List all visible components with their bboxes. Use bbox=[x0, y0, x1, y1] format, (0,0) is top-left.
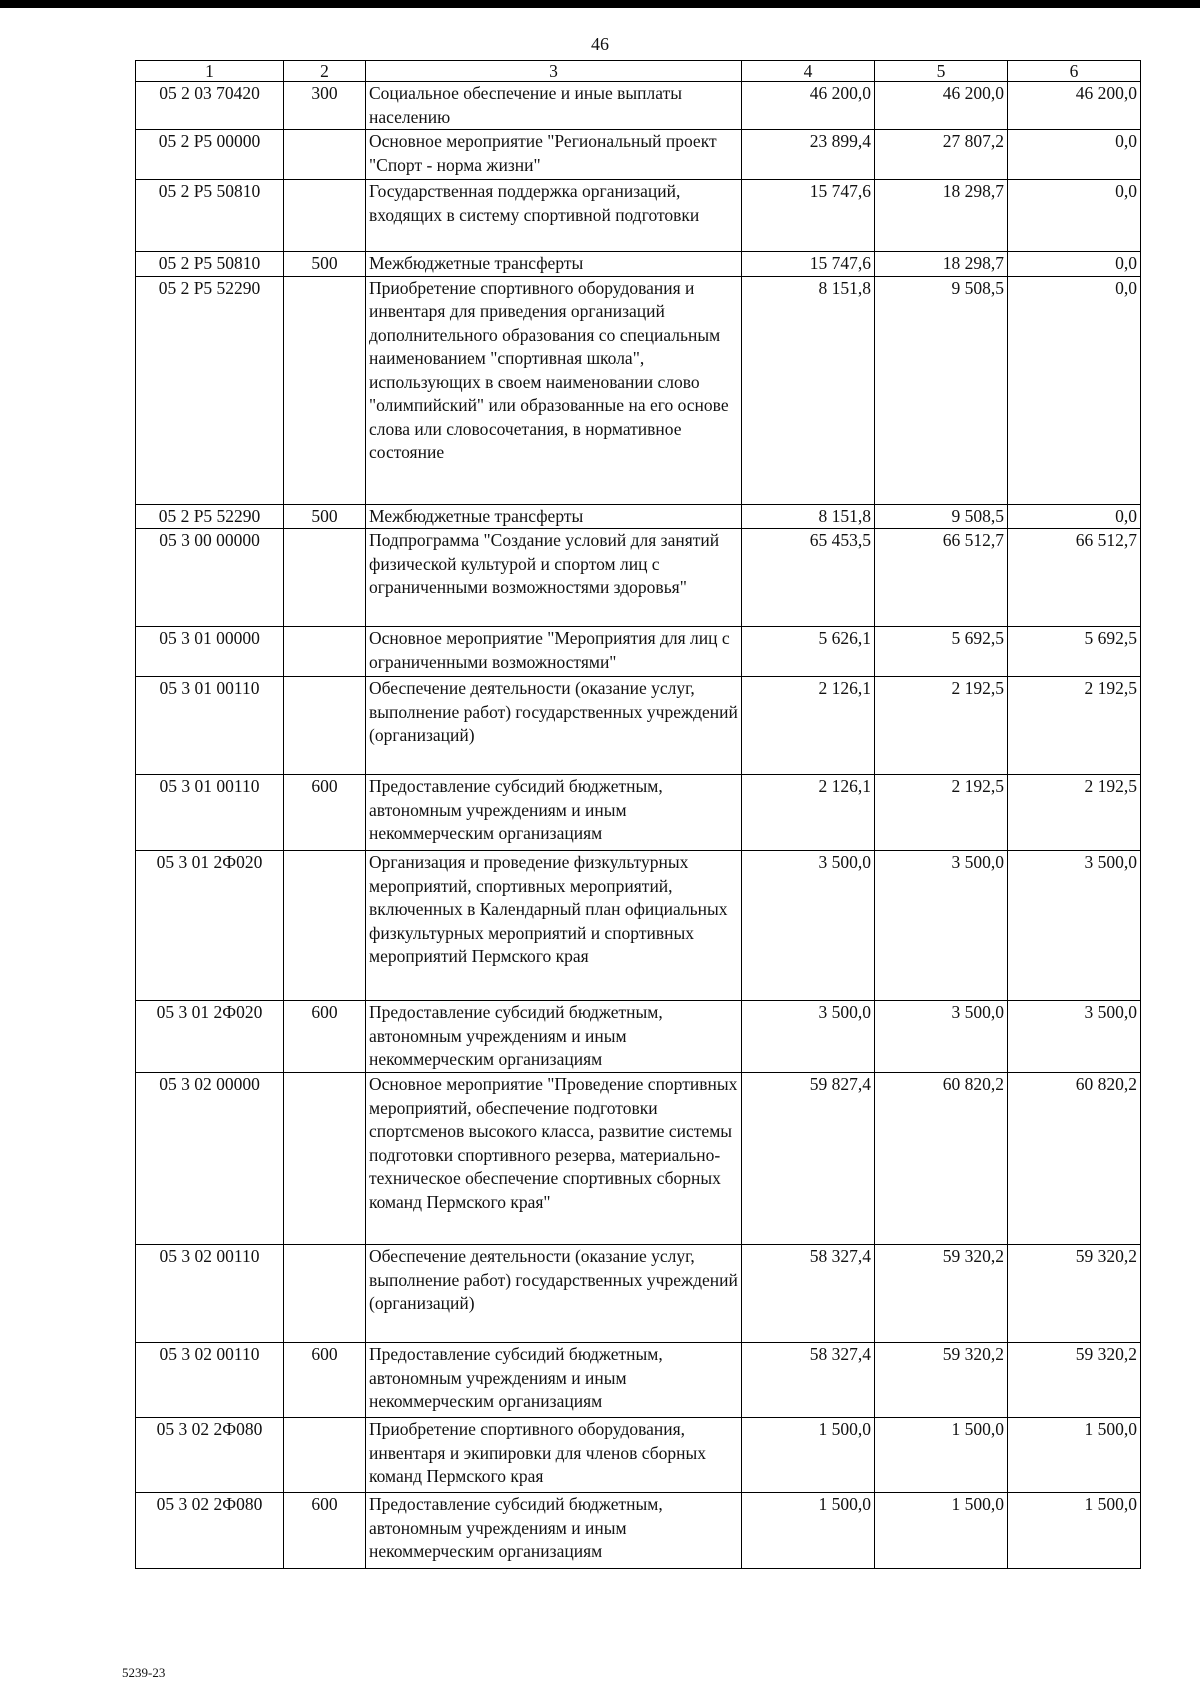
cell-value-6: 46 200,0 bbox=[1008, 82, 1141, 130]
cell-code: 05 2 03 70420 bbox=[136, 82, 284, 130]
table-row bbox=[136, 180, 1141, 252]
table-row bbox=[136, 775, 1141, 851]
table-row bbox=[136, 1245, 1141, 1343]
cell-name: Обеспечение деятельности (оказание услуг, выполнение работ) государственных учреждений (организаций) bbox=[366, 1245, 742, 1343]
cell-name: Государственная поддержка организаций, входящих в систему спортивной подготовки bbox=[366, 180, 742, 252]
cell-name: Организация и проведение физкультурных мероприятий, спортивных мероприятий, включенных в Календарный план официальных физкультурных мероприятий и спортивных мероприятий Пермского края bbox=[366, 851, 742, 1001]
document-footer-code: 5239-23 bbox=[122, 1665, 166, 1680]
cell-value-5: 60 820,2 bbox=[875, 1073, 1008, 1245]
cell-code: 05 2 P5 50810 bbox=[136, 180, 284, 252]
cell-value-4: 23 899,4 bbox=[742, 130, 875, 180]
table-row bbox=[136, 1493, 1141, 1569]
cell-value-6: 0,0 bbox=[1008, 252, 1141, 277]
table-row bbox=[136, 851, 1141, 1001]
cell-value-6: 0,0 bbox=[1008, 180, 1141, 252]
table-row bbox=[136, 1001, 1141, 1073]
cell-value-4: 59 827,4 bbox=[742, 1073, 875, 1245]
col-header-6: 6 bbox=[1008, 61, 1141, 82]
cell-kvr: 500 bbox=[284, 252, 366, 277]
cell-value-5: 27 807,2 bbox=[875, 130, 1008, 180]
cell-code: 05 2 P5 52290 bbox=[136, 276, 284, 504]
cell-value-4: 65 453,5 bbox=[742, 529, 875, 627]
cell-value-4: 2 126,1 bbox=[742, 677, 875, 775]
table-row bbox=[136, 1343, 1141, 1418]
cell-value-4: 3 500,0 bbox=[742, 1001, 875, 1073]
cell-value-6: 59 320,2 bbox=[1008, 1245, 1141, 1343]
cell-value-6: 59 320,2 bbox=[1008, 1343, 1141, 1418]
cell-value-5: 18 298,7 bbox=[875, 180, 1008, 252]
cell-value-6: 2 192,5 bbox=[1008, 677, 1141, 775]
table-row bbox=[136, 677, 1141, 775]
cell-code: 05 2 P5 50810 bbox=[136, 252, 284, 277]
cell-kvr bbox=[284, 1073, 366, 1245]
cell-value-6: 0,0 bbox=[1008, 276, 1141, 504]
cell-value-6: 1 500,0 bbox=[1008, 1418, 1141, 1493]
table-row bbox=[136, 130, 1141, 180]
cell-value-5: 3 500,0 bbox=[875, 851, 1008, 1001]
cell-kvr bbox=[284, 851, 366, 1001]
cell-value-6: 3 500,0 bbox=[1008, 851, 1141, 1001]
table-row bbox=[136, 276, 1141, 504]
cell-name: Межбюджетные трансферты bbox=[366, 252, 742, 277]
cell-name: Социальное обеспечение и иные выплаты населению bbox=[366, 82, 742, 130]
cell-kvr bbox=[284, 1245, 366, 1343]
cell-code: 05 3 01 00000 bbox=[136, 627, 284, 677]
cell-value-5: 2 192,5 bbox=[875, 775, 1008, 851]
cell-value-4: 58 327,4 bbox=[742, 1343, 875, 1418]
col-header-3: 3 bbox=[366, 61, 742, 82]
cell-name: Основное мероприятие "Проведение спортивных мероприятий, обеспечение подготовки спортсменов высокого класса, развитие системы подготовки спортивного резерва, материально-техническое обеспечение спортивных сборных команд Пермского края" bbox=[366, 1073, 742, 1245]
cell-value-5: 46 200,0 bbox=[875, 82, 1008, 130]
cell-code: 05 3 02 2Ф080 bbox=[136, 1493, 284, 1569]
cell-value-6: 0,0 bbox=[1008, 130, 1141, 180]
col-header-1: 1 bbox=[136, 61, 284, 82]
cell-name: Предоставление субсидий бюджетным, автономным учреждениям и иным некоммерческим организациям bbox=[366, 1493, 742, 1569]
table-row bbox=[136, 627, 1141, 677]
cell-kvr bbox=[284, 627, 366, 677]
budget-table bbox=[135, 60, 1141, 1569]
cell-value-4: 15 747,6 bbox=[742, 180, 875, 252]
cell-kvr: 300 bbox=[284, 82, 366, 130]
col-header-2: 2 bbox=[284, 61, 366, 82]
cell-value-5: 59 320,2 bbox=[875, 1343, 1008, 1418]
cell-value-4: 5 626,1 bbox=[742, 627, 875, 677]
cell-value-5: 1 500,0 bbox=[875, 1493, 1008, 1569]
cell-value-6: 2 192,5 bbox=[1008, 775, 1141, 851]
column-number-row bbox=[136, 61, 1141, 82]
page-number: 46 bbox=[591, 34, 609, 54]
cell-name: Приобретение спортивного оборудования, инвентаря и экипировки для членов сборных команд Пермского края bbox=[366, 1418, 742, 1493]
cell-value-5: 9 508,5 bbox=[875, 504, 1008, 529]
table-row bbox=[136, 1073, 1141, 1245]
col-header-4: 4 bbox=[742, 61, 875, 82]
cell-kvr bbox=[284, 276, 366, 504]
cell-name: Межбюджетные трансферты bbox=[366, 504, 742, 529]
cell-value-4: 3 500,0 bbox=[742, 851, 875, 1001]
cell-kvr bbox=[284, 180, 366, 252]
cell-code: 05 2 P5 52290 bbox=[136, 504, 284, 529]
cell-value-6: 66 512,7 bbox=[1008, 529, 1141, 627]
cell-value-6: 60 820,2 bbox=[1008, 1073, 1141, 1245]
cell-kvr: 600 bbox=[284, 775, 366, 851]
cell-kvr: 600 bbox=[284, 1001, 366, 1073]
cell-code: 05 3 02 00110 bbox=[136, 1245, 284, 1343]
cell-value-5: 3 500,0 bbox=[875, 1001, 1008, 1073]
cell-value-6: 0,0 bbox=[1008, 504, 1141, 529]
cell-code: 05 3 02 00000 bbox=[136, 1073, 284, 1245]
table-row bbox=[136, 82, 1141, 130]
cell-value-5: 5 692,5 bbox=[875, 627, 1008, 677]
cell-value-5: 59 320,2 bbox=[875, 1245, 1008, 1343]
cell-value-4: 1 500,0 bbox=[742, 1493, 875, 1569]
cell-name: Подпрограмма "Создание условий для занятий физической культурой и спортом лиц с ограниченными возможностями здоровья" bbox=[366, 529, 742, 627]
cell-kvr bbox=[284, 130, 366, 180]
cell-value-4: 15 747,6 bbox=[742, 252, 875, 277]
cell-value-6: 5 692,5 bbox=[1008, 627, 1141, 677]
cell-name: Основное мероприятие "Региональный проект "Спорт - норма жизни" bbox=[366, 130, 742, 180]
cell-kvr bbox=[284, 529, 366, 627]
cell-value-4: 1 500,0 bbox=[742, 1418, 875, 1493]
cell-kvr bbox=[284, 677, 366, 775]
cell-name: Предоставление субсидий бюджетным, автономным учреждениям и иным некоммерческим организациям bbox=[366, 775, 742, 851]
col-header-5: 5 bbox=[875, 61, 1008, 82]
table-row bbox=[136, 1418, 1141, 1493]
cell-value-5: 66 512,7 bbox=[875, 529, 1008, 627]
cell-name: Предоставление субсидий бюджетным, автономным учреждениям и иным некоммерческим организациям bbox=[366, 1343, 742, 1418]
cell-name: Основное мероприятие "Мероприятия для лиц с ограниченными возможностями" bbox=[366, 627, 742, 677]
cell-kvr: 600 bbox=[284, 1343, 366, 1418]
cell-kvr bbox=[284, 1418, 366, 1493]
cell-code: 05 3 01 2Ф020 bbox=[136, 1001, 284, 1073]
cell-value-5: 2 192,5 bbox=[875, 677, 1008, 775]
cell-code: 05 3 01 2Ф020 bbox=[136, 851, 284, 1001]
table-row bbox=[136, 252, 1141, 277]
cell-code: 05 3 01 00110 bbox=[136, 775, 284, 851]
cell-name: Обеспечение деятельности (оказание услуг, выполнение работ) государственных учреждений (организаций) bbox=[366, 677, 742, 775]
cell-value-6: 1 500,0 bbox=[1008, 1493, 1141, 1569]
cell-value-5: 1 500,0 bbox=[875, 1418, 1008, 1493]
cell-value-4: 8 151,8 bbox=[742, 276, 875, 504]
cell-code: 05 2 P5 00000 bbox=[136, 130, 284, 180]
cell-code: 05 3 02 00110 bbox=[136, 1343, 284, 1418]
cell-kvr: 500 bbox=[284, 504, 366, 529]
cell-value-4: 8 151,8 bbox=[742, 504, 875, 529]
cell-name: Предоставление субсидий бюджетным, автономным учреждениям и иным некоммерческим организациям bbox=[366, 1001, 742, 1073]
cell-kvr: 600 bbox=[284, 1493, 366, 1569]
cell-value-6: 3 500,0 bbox=[1008, 1001, 1141, 1073]
scan-top-border bbox=[0, 0, 1200, 8]
cell-value-4: 46 200,0 bbox=[742, 82, 875, 130]
table-row bbox=[136, 529, 1141, 627]
cell-name: Приобретение спортивного оборудования и инвентаря для приведения организаций дополнительного образования со специальным наименованием "спортивная школа", использующих в своем наименовании слово "олимпийский" или образованные на его основе слова или словосочетания, в нормативное состояние bbox=[366, 276, 742, 504]
table-row bbox=[136, 504, 1141, 529]
cell-value-5: 18 298,7 bbox=[875, 252, 1008, 277]
cell-code: 05 3 01 00110 bbox=[136, 677, 284, 775]
cell-code: 05 3 00 00000 bbox=[136, 529, 284, 627]
cell-value-5: 9 508,5 bbox=[875, 276, 1008, 504]
cell-code: 05 3 02 2Ф080 bbox=[136, 1418, 284, 1493]
cell-value-4: 2 126,1 bbox=[742, 775, 875, 851]
cell-value-4: 58 327,4 bbox=[742, 1245, 875, 1343]
